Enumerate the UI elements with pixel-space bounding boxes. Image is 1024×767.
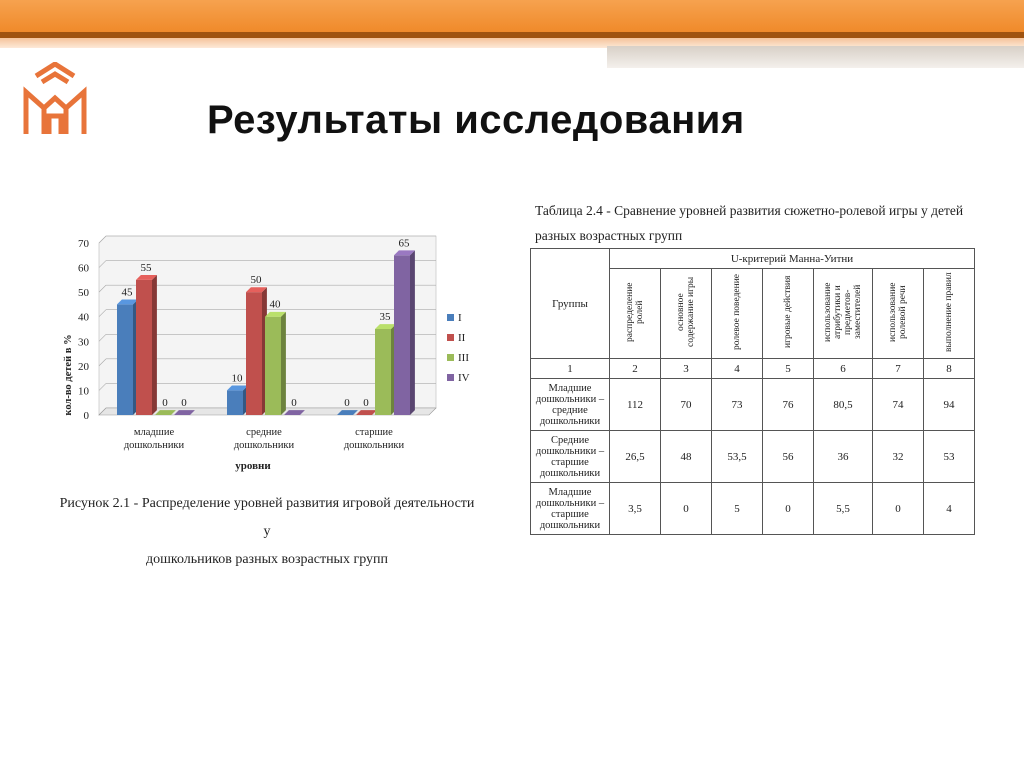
y-tick-label: 30 [78,336,89,349]
table-row [531,483,975,535]
top-decorative-bar [0,0,1024,48]
table-cell: 5,5 [814,483,873,535]
table-col-number: 3 [661,359,712,379]
figure-caption-line-1: Рисунок 2.1 - Распределение уровней развития игровой деятельности у [59,496,475,539]
table-cell: 73 [712,379,763,431]
data-label: 0 [344,397,350,409]
table-row-group: Младшие дошкольники – старшие дошкольники [531,483,610,535]
mann-whitney-table [530,248,975,535]
table-col-header-text: использование ролевой речи [888,282,908,342]
x-tick-label: младшие [133,427,175,438]
table-col-number: 8 [924,359,975,379]
table-row-group: Средние дошкольники – старшие дошкольники [531,431,610,483]
table-cell: 48 [661,431,712,483]
table-col-number: 6 [814,359,873,379]
table-col-header-text: ролевое поведение [732,274,742,350]
x-axis-label: уровни [235,460,271,472]
y-tick-label: 50 [78,287,89,300]
table-cell: 80,5 [814,379,873,431]
table-cell: 53 [924,431,975,483]
bar-IV-2 [394,255,410,415]
table-col-number: 7 [873,359,924,379]
table-col-header [661,269,712,359]
data-label: 55 [140,261,152,274]
x-tick-label: дошкольники [233,440,295,451]
table-col-header-text: основное содержание игры [676,276,696,348]
legend-swatch-I [447,314,454,321]
y-axis-label: кол-во детей в % [63,334,74,416]
table-cell: 56 [763,431,814,483]
table-cell: 0 [661,483,712,535]
table-header-groups: Группы [531,249,610,359]
data-label: 65 [398,237,410,250]
orange-band [0,0,1024,32]
table-cell: 4 [924,483,975,535]
table-cell: 26,5 [610,431,661,483]
table-col-header-text: игровые действия [783,275,793,349]
table-row [531,379,975,431]
table-cell: 76 [763,379,814,431]
table-cell: 74 [873,379,924,431]
y-tick-label: 40 [78,311,89,324]
grey-tab-band [607,46,1024,68]
logo-icon [22,62,88,136]
data-label: 35 [379,311,391,323]
table-cell: 70 [661,379,712,431]
table-cell: 94 [924,379,975,431]
figure-caption-line-2: дошкольников разных возрастных групп [145,552,389,567]
bar-III-2 [375,329,391,415]
bar-chart [55,225,475,480]
table-cell: 0 [763,483,814,535]
table-caption-line-2: разных возрастных групп [535,228,683,243]
data-label: 0 [363,397,369,409]
y-tick-label: 70 [78,238,89,250]
bar-I-1 [227,390,243,415]
data-label: 45 [121,286,133,299]
bar-side-III-1 [281,312,286,415]
legend-label: III [458,352,469,364]
table-col-header-text: использование атрибутики и предметов-заместителей [823,282,863,342]
legend-label: II [458,332,466,344]
legend-label: I [458,312,462,324]
data-label: 0 [162,397,168,409]
table-cell: 0 [873,483,924,535]
bar-II-0 [136,280,152,415]
table-row [531,431,975,483]
y-tick-label: 60 [78,262,89,275]
table-col-header [610,269,661,359]
x-tick-label: дошкольники [343,440,405,451]
table-col-header [873,269,924,359]
data-label: 40 [269,298,281,311]
table-col-header [924,269,975,359]
legend-swatch-IV [447,374,454,381]
table-cell: 3,5 [610,483,661,535]
y-tick-label: 0 [83,410,89,422]
x-tick-label: старшие [355,427,393,438]
table-cell: 32 [873,431,924,483]
bar-side-II-0 [152,275,157,415]
data-label: 50 [250,274,262,287]
x-tick-label: средние [246,427,282,438]
legend-swatch-II [447,334,454,341]
table-caption [535,198,995,248]
table-cell: 5 [712,483,763,535]
data-label: 0 [181,397,187,409]
slide-title: Результаты исследования [207,98,745,142]
table-col-header-text: выполнение правил [944,272,954,352]
bar-II-1 [246,292,262,415]
table-row-group: Младшие дошкольники – средние дошкольники [531,379,610,431]
table-col-header [712,269,763,359]
table-cell: 53,5 [712,431,763,483]
y-tick-label: 10 [78,385,89,398]
data-label: 0 [291,397,297,409]
legend-label: IV [458,372,470,384]
bar-I-0 [117,304,133,415]
y-tick-label: 20 [78,360,89,373]
legend-swatch-III [447,354,454,361]
table-header-criterion: U-критерий Манна-Уитни [610,249,975,269]
table-cell: 36 [814,431,873,483]
table-caption-line-1: Таблица 2.4 - Сравнение уровней развития сюжетно-ролевой игры у детей [535,203,964,218]
data-label: 10 [231,372,243,385]
table-cell: 112 [610,379,661,431]
table-col-number: 5 [763,359,814,379]
bar-III-1 [265,317,281,415]
table-col-header [814,269,873,359]
figure-caption [57,490,477,574]
x-tick-label: дошкольники [123,440,185,451]
table-col-header [763,269,814,359]
table-col-number: 2 [610,359,661,379]
table-col-number: 1 [531,359,610,379]
table-col-header-text: распределение ролей [625,282,645,342]
bar-side-IV-2 [410,250,415,415]
table-col-number: 4 [712,359,763,379]
